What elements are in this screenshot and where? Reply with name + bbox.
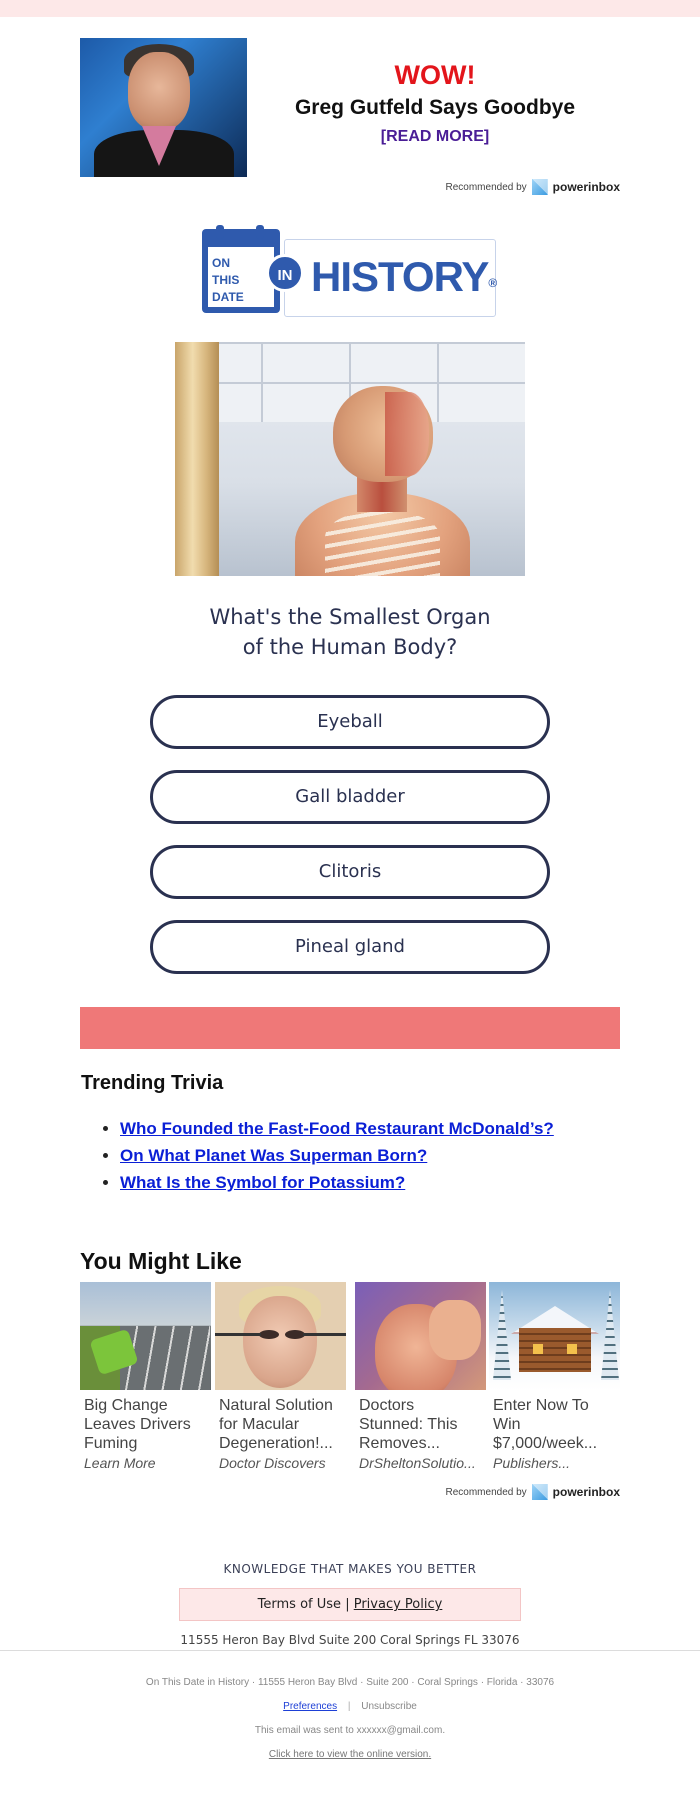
card-source: Learn More	[84, 1455, 156, 1471]
card-title[interactable]: Doctors Stunned: This Removes...	[359, 1397, 458, 1452]
list-item	[120, 1142, 554, 1169]
legal-separator: |	[345, 1597, 350, 1612]
anatomy-model-image[interactable]	[175, 342, 525, 576]
recommendation-card[interactable]	[80, 1282, 211, 1472]
ad-text	[250, 59, 620, 149]
red-divider-bar	[80, 1007, 620, 1049]
trending-link-potassium[interactable]: What Is the Symbol for Potassium?	[120, 1173, 406, 1192]
recommended-by-label: Recommended by	[445, 181, 527, 193]
logo-cal-line-2: THIS	[212, 273, 240, 287]
preferences-link[interactable]: Preferences	[283, 1701, 338, 1712]
card-source: DrSheltonSolutio...	[359, 1455, 476, 1471]
you-might-like-heading: You Might Like	[80, 1248, 242, 1274]
powerinbox-logo-icon	[532, 1484, 548, 1500]
recommendation-card[interactable]	[489, 1282, 620, 1472]
view-online-link[interactable]: Click here to view the online version.	[268, 1749, 432, 1760]
recommended-by-label: Recommended by	[445, 1486, 527, 1498]
answer-button-pineal-gland[interactable]: Pineal gland	[150, 920, 550, 974]
powerinbox-logo-icon	[532, 179, 548, 195]
unsubscribe-link[interactable]: Unsubscribe	[361, 1701, 417, 1712]
sender-address-line: On This Date in History · 11555 Heron Bay Blvd · Suite 200 · Coral Springs · Florida · 33076	[145, 1677, 555, 1688]
recommendation-card[interactable]	[215, 1282, 346, 1472]
ad-read-more-link[interactable]: [READ MORE]	[380, 128, 490, 145]
ad-wow-headline: WOW!	[394, 60, 476, 90]
answer-button-gall-bladder[interactable]: Gall bladder	[150, 770, 550, 824]
quiz-answers	[150, 695, 550, 995]
answer-button-eyeball[interactable]: Eyeball	[150, 695, 550, 749]
powerinbox-brand: powerinbox	[552, 1485, 620, 1499]
you-might-like-cards	[80, 1282, 620, 1472]
terms-of-use-link[interactable]: Terms of Use	[257, 1597, 342, 1612]
email-body	[80, 17, 620, 1647]
card-thumbnail-eye[interactable]	[215, 1282, 346, 1390]
ad-title[interactable]: Greg Gutfeld Says Goodbye	[294, 96, 576, 119]
card-thumbnail-face[interactable]	[355, 1282, 486, 1390]
ad-photo[interactable]	[80, 38, 247, 177]
on-this-date-in-history-logo[interactable]	[202, 229, 498, 315]
recommended-by-powerinbox-bottom[interactable]	[446, 1484, 621, 1500]
card-title[interactable]: Natural Solution for Macular Degeneration!...	[219, 1397, 333, 1452]
footer	[80, 1562, 620, 1647]
powerinbox-brand: powerinbox	[552, 180, 620, 194]
list-item	[120, 1169, 554, 1196]
card-thumbnail-cabin[interactable]	[489, 1282, 620, 1390]
footer-address: 11555 Heron Bay Blvd Suite 200 Coral Springs FL 33076	[180, 1633, 520, 1647]
card-thumbnail-traffic[interactable]	[80, 1282, 211, 1390]
trending-trivia-list	[80, 1115, 554, 1196]
answer-button-clitoris[interactable]: Clitoris	[150, 845, 550, 899]
quiz-question-line-1: What's the Smallest Organ	[209, 605, 491, 629]
footer-tagline: KNOWLEDGE THAT MAKES YOU BETTER	[223, 1562, 477, 1576]
sponsored-ad[interactable]	[80, 17, 620, 165]
quiz-question	[80, 602, 620, 662]
recommendation-card[interactable]	[355, 1282, 486, 1472]
quiz-question-line-2: of the Human Body?	[242, 635, 458, 659]
trending-link-superman[interactable]: On What Planet Was Superman Born?	[120, 1146, 428, 1165]
top-banner-strip	[0, 0, 700, 17]
logo-history-word: HISTORY®	[311, 253, 497, 300]
privacy-policy-link[interactable]: Privacy Policy	[353, 1597, 443, 1612]
card-source: Doctor Discovers	[219, 1455, 326, 1471]
logo-cal-line-3: DATE	[212, 290, 244, 304]
footer-link-separator: |	[347, 1701, 351, 1712]
sent-to-notice: This email was sent to xxxxxx@gmail.com.	[254, 1725, 446, 1736]
recommended-by-powerinbox[interactable]	[446, 179, 621, 195]
list-item	[120, 1115, 554, 1142]
footer-divider	[0, 1650, 700, 1651]
legal-links-box	[179, 1588, 521, 1621]
trending-link-mcdonalds[interactable]: Who Founded the Fast-Food Restaurant McDonald’s?	[120, 1119, 554, 1138]
card-title[interactable]: Big Change Leaves Drivers Fuming	[84, 1397, 191, 1452]
email-service-footer	[0, 1671, 700, 1767]
card-title[interactable]: Enter Now To Win $7,000/week...	[493, 1397, 598, 1452]
logo-in-badge: IN	[266, 254, 304, 292]
logo-cal-line-1: ON	[212, 256, 230, 270]
card-source: Publishers...	[493, 1455, 571, 1471]
logo-history-box	[284, 239, 496, 317]
trending-trivia-heading: Trending Trivia	[81, 1072, 224, 1094]
